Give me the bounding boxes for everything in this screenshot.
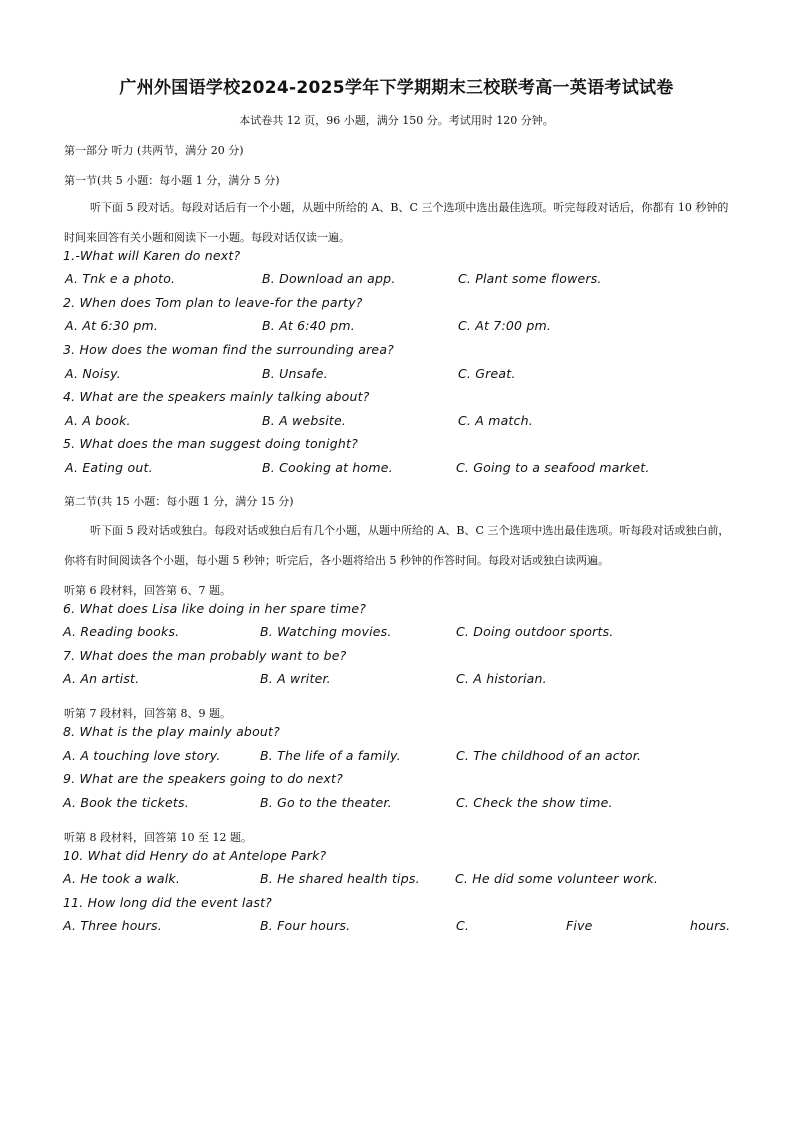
question-9-option-b: B. Go to the theater. [260, 795, 392, 810]
question-11-option-c-letter: C. [456, 918, 470, 933]
question-11-option-b: B. Four hours. [260, 918, 351, 933]
question-2-option-c: C. At 7:00 pm. [458, 318, 552, 333]
question-7-option-a: A. An artist. [63, 671, 140, 686]
question-9-option-a: A. Book the tickets. [63, 795, 189, 810]
question-9-option-c: C. Check the show time. [456, 795, 613, 810]
question-5-option-b: B. Cooking at home. [262, 460, 393, 475]
question-10-option-b: B. He shared health tips. [260, 871, 420, 886]
page-title: 广州外国语学校2024-2025学年下学期期末三校联考高一英语考试试卷 [119, 78, 674, 98]
question-1-option-b: B. Download an app. [262, 271, 396, 286]
question-3-option-b: B. Unsafe. [262, 366, 328, 381]
question-2-stem: 2. When does Tom plan to leave-for the party? [63, 295, 363, 310]
question-4-option-c: C. A match. [458, 413, 533, 428]
question-11-option-a: A. Three hours. [63, 918, 162, 933]
question-11-stem: 11. How long did the event last? [63, 895, 273, 910]
question-8-option-b: B. The life of a family. [260, 748, 401, 763]
group-6-label: 听第 6 段材料，回答第 6、7 题。 [64, 584, 231, 597]
question-7-option-c: C. A historian. [456, 671, 547, 686]
question-11-option-c-word1: Five [566, 918, 593, 933]
section1-instructions: 听下面 5 段对话。每段对话后有一个小题，从题中所给的 A、B、C 三个选项中选出最佳选项。听完每段对话后，你都有 10 秒钟的时间来回答有关小题和阅读下一小题。每段对话仅读一遍。 [64, 201, 729, 244]
question-4-option-a: A. A book. [65, 413, 131, 428]
question-6-option-a: A. Reading books. [63, 624, 180, 639]
question-5-option-a: A. Eating out. [65, 460, 153, 475]
question-10-option-a: A. He took a walk. [63, 871, 181, 886]
question-10-option-c: C. He did some volunteer work. [455, 871, 659, 886]
question-3-stem: 3. How does the woman find the surrounding area? [63, 342, 395, 357]
part1-heading: 第一部分 听力 (共两节，满分 20 分) [64, 144, 244, 157]
question-5-option-c: C. Going to a seafood market. [456, 460, 650, 475]
group-7-label: 听第 7 段材料，回答第 8、9 题。 [64, 707, 231, 720]
question-4-stem: 4. What are the speakers mainly talking about? [63, 389, 370, 404]
question-8-option-a: A. A touching love story. [63, 748, 221, 763]
question-3-option-a: A. Noisy. [65, 366, 121, 381]
question-6-option-c: C. Doing outdoor sports. [456, 624, 614, 639]
question-3-option-c: C. Great. [458, 366, 516, 381]
question-6-stem: 6. What does Lisa like doing in her spare time? [63, 601, 367, 616]
section2-heading: 第二节(共 15 小题：每小题 1 分，满分 15 分) [64, 495, 294, 508]
section2-instructions: 听下面 5 段对话或独白。每段对话或独白后有几个小题，从题中所给的 A、B、C 三个选项中选出最佳选项。听每段对话或独白前，你将有时间阅读各个小题，每小题 5 秒钟；听完后，各小题将给出 5 秒钟的作答时间。每段对话或独白读两遍。 [64, 524, 730, 567]
question-8-option-c: C. The childhood of an actor. [456, 748, 642, 763]
question-7-stem: 7. What does the man probably want to be? [63, 648, 347, 663]
question-1-option-c: C. Plant some flowers. [458, 271, 602, 286]
question-5-stem: 5. What does the man suggest doing tonight? [63, 436, 358, 451]
section1-heading: 第一节(共 5 小题：每小题 1 分，满分 5 分) [64, 174, 280, 187]
group-8-label: 听第 8 段材料，回答第 10 至 12 题。 [64, 831, 252, 844]
question-1-stem: 1.-What will Karen do next? [63, 248, 241, 263]
question-6-option-b: B. Watching movies. [260, 624, 392, 639]
question-10-stem: 10. What did Henry do at Antelope Park? [63, 848, 327, 863]
question-2-option-a: A. At 6:30 pm. [65, 318, 159, 333]
question-7-option-b: B. A writer. [260, 671, 331, 686]
question-1-option-a: A. Tnk e a photo. [65, 271, 176, 286]
question-8-stem: 8. What is the play mainly about? [63, 724, 280, 739]
question-11-option-c-word2: hours. [690, 918, 731, 933]
question-9-stem: 9. What are the speakers going to do next? [63, 771, 343, 786]
question-2-option-b: B. At 6:40 pm. [262, 318, 355, 333]
exam-subtitle: 本试卷共 12 页，96 小题，满分 150 分。考试用时 120 分钟。 [239, 114, 554, 127]
question-4-option-b: B. A website. [262, 413, 347, 428]
